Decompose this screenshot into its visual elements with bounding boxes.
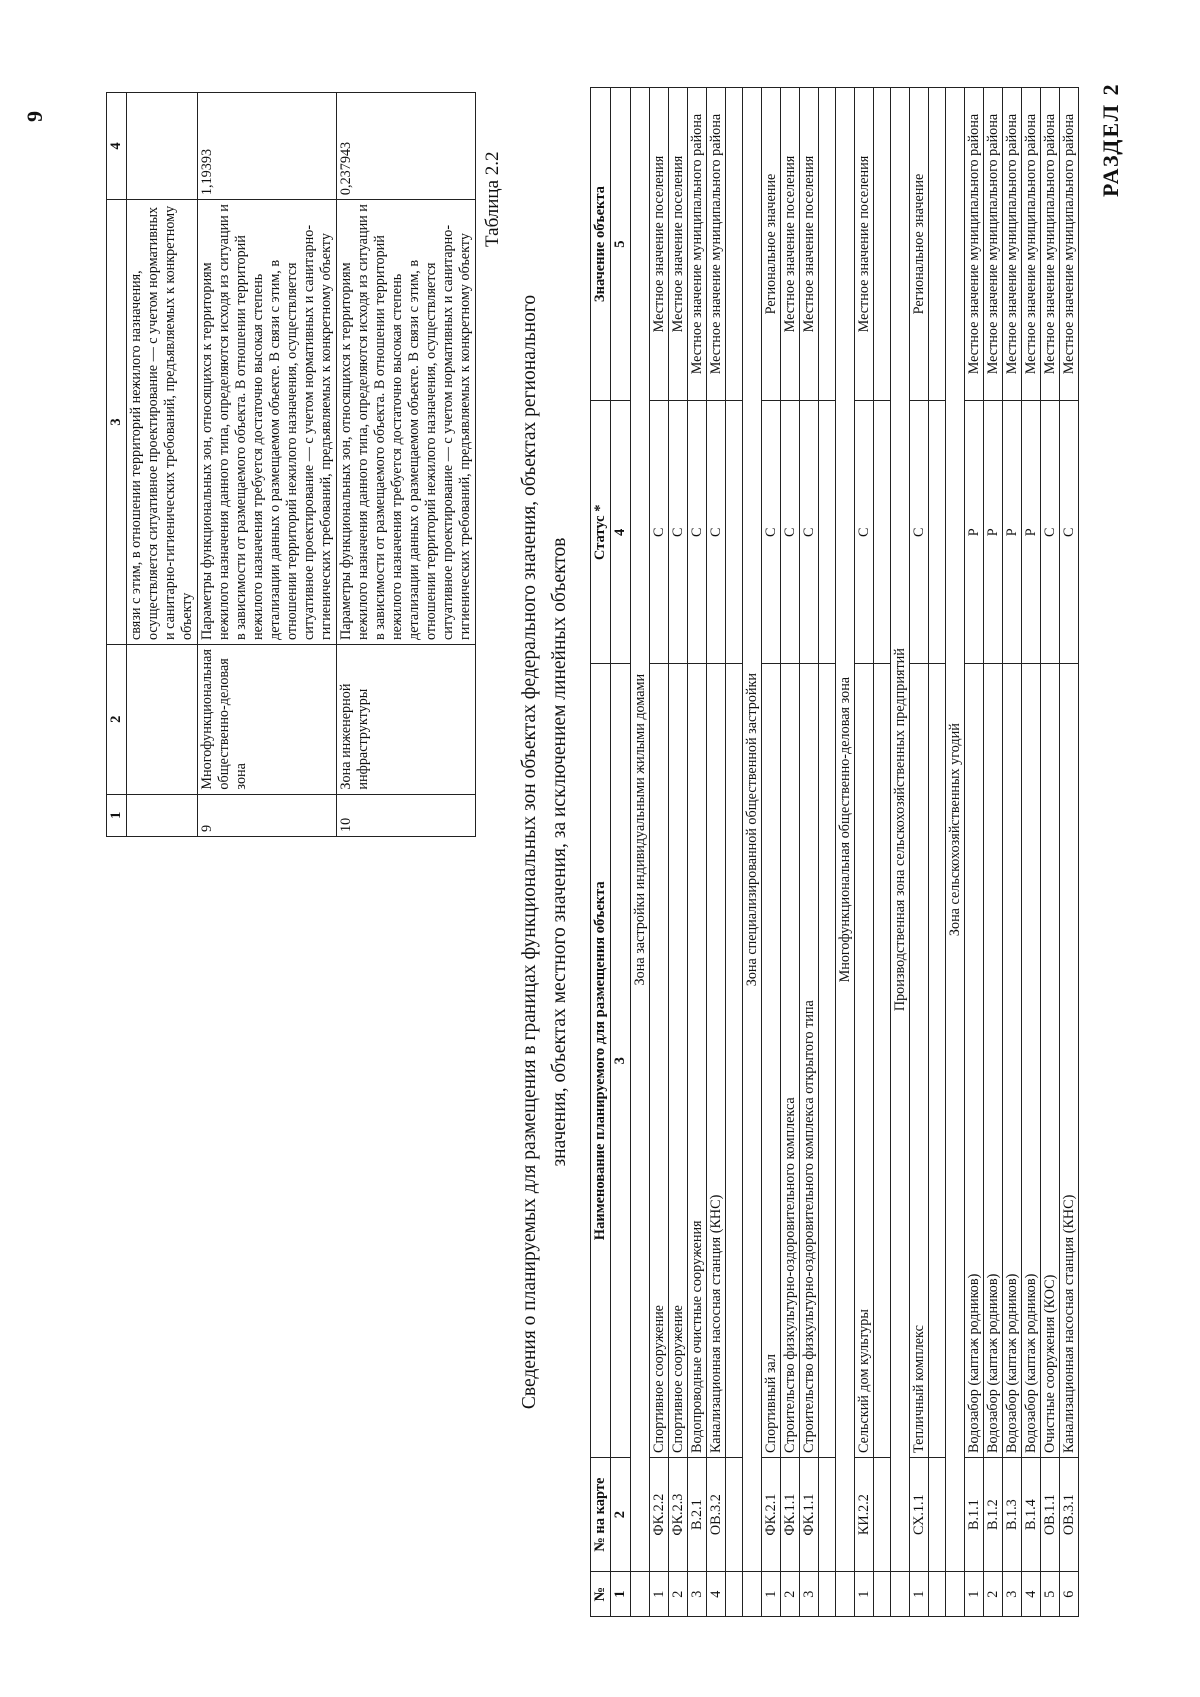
table-row	[127, 93, 198, 837]
cell-map-id: ОВ.1.1	[1041, 1457, 1060, 1571]
header-cell: 2	[107, 645, 127, 795]
table-row	[781, 88, 800, 1617]
table-row	[1060, 88, 1079, 1617]
cell-object-name: Спортивное сооружение	[650, 664, 669, 1457]
cell-significance: Местное значение муниципального района	[1003, 88, 1022, 401]
table-title-line: значения, объектах местного значения, за исключением линейных объектов	[549, 537, 570, 1167]
cell-status: Р	[1022, 401, 1041, 664]
cell-significance: Местное значение поселения	[855, 88, 874, 401]
table-row	[762, 88, 781, 1617]
cell-map-id: ОВ.3.1	[1060, 1457, 1079, 1571]
zone-name: Зона специализированной общественной застройки	[743, 88, 762, 1572]
table-row	[688, 88, 707, 1617]
cell-object-name: Сельский дом культуры	[855, 664, 874, 1457]
cell-status: С	[910, 401, 929, 664]
header-num-cell: 4	[611, 401, 631, 664]
cell-area: 0,237943	[337, 93, 476, 200]
cell-significance: Местное значение поселения	[781, 88, 800, 401]
cell-num: 9	[198, 794, 337, 836]
empty-cell	[726, 1572, 743, 1617]
cell-zone: Многофункциональная общественно-деловая зона	[198, 645, 337, 795]
cell-num: 3	[800, 1572, 819, 1617]
table-row	[1003, 88, 1022, 1617]
cell-object-name: Водозабор (каптаж родников)	[984, 664, 1003, 1457]
cell-status: Р	[984, 401, 1003, 664]
empty-cell	[929, 1572, 946, 1617]
empty-cell	[874, 664, 891, 1457]
zone-name: Зона сельскохозяйственных угодий	[946, 88, 965, 1572]
table-header-row	[591, 88, 611, 1617]
zone-name: Производственная зона сельскохозяйственных предприятий	[891, 88, 910, 1572]
empty-cell	[874, 401, 891, 664]
table-row	[707, 88, 726, 1617]
cell-object-name: Водозабор (каптаж родников)	[1003, 664, 1022, 1457]
cell-map-id: В.1.1	[965, 1457, 984, 1571]
cell-status: С	[1060, 401, 1079, 664]
cell-object-name: Канализационная насосная станция (КНС)	[707, 664, 726, 1457]
cell-map-id: В.2.1	[688, 1457, 707, 1571]
empty-cell	[726, 664, 743, 1457]
empty-cell	[726, 401, 743, 664]
cell-object-name: Спортивное сооружение	[669, 664, 688, 1457]
zone-name: Многофункциональная общественно-деловая зона	[836, 88, 855, 1572]
table-row	[910, 88, 929, 1617]
empty-cell	[743, 1572, 762, 1617]
cell-map-id: В.1.4	[1022, 1457, 1041, 1571]
table-row	[855, 88, 874, 1617]
table-header-num-row	[611, 88, 631, 1617]
spacer-row	[819, 88, 836, 1617]
header-cell: Значение объекта	[591, 88, 611, 401]
cell-map-id: В.1.3	[1003, 1457, 1022, 1571]
cell-status: С	[707, 401, 726, 664]
cell-status: С	[800, 401, 819, 664]
cell-significance: Местное значение поселения	[650, 88, 669, 401]
cell-significance: Местное значение муниципального района	[984, 88, 1003, 401]
table-row	[669, 88, 688, 1617]
cell-num: 4	[707, 1572, 726, 1617]
empty-cell	[819, 401, 836, 664]
empty-cell	[929, 401, 946, 664]
empty-cell	[891, 1572, 910, 1617]
cell-area: 1,19393	[198, 93, 337, 200]
cell-significance: Местное значение муниципального района	[688, 88, 707, 401]
cell-num: 5	[1041, 1572, 1060, 1617]
cell-map-id: КИ.2.2	[855, 1457, 874, 1571]
cell-num: 3	[1003, 1572, 1022, 1617]
empty-cell	[819, 88, 836, 401]
table-header-row	[107, 93, 127, 837]
cell-significance: Региональное значение	[910, 88, 929, 401]
empty-cell	[631, 1572, 650, 1617]
header-cell: № на карте	[591, 1457, 611, 1571]
cell-num: 4	[1022, 1572, 1041, 1617]
header-cell: 1	[107, 794, 127, 836]
cell-num	[127, 794, 198, 836]
empty-cell	[836, 1572, 855, 1617]
table-row	[650, 88, 669, 1617]
objects-table	[590, 87, 1079, 1617]
cell-significance: Местное значение поселения	[669, 88, 688, 401]
zone-row	[836, 88, 855, 1617]
cell-map-id: ФК.2.3	[669, 1457, 688, 1571]
continuation-table	[106, 92, 476, 837]
cell-num: 1	[965, 1572, 984, 1617]
cell-params: связи с этим, в отношении территорий нежилого назначения, осуществляется ситуативное проектирование — с учетом нормативных и санитарно-гигиенических требований, предъявляемых к конкретному объекту	[127, 200, 198, 645]
table-row	[1022, 88, 1041, 1617]
cell-num: 2	[669, 1572, 688, 1617]
spacer-row	[726, 88, 743, 1617]
cell-zone: Зона инженерной инфраструктуры	[337, 645, 476, 795]
empty-cell	[946, 1572, 965, 1617]
header-cell: 4	[107, 93, 127, 200]
cell-status: Р	[965, 401, 984, 664]
objects-table-body	[631, 88, 1079, 1617]
spacer-row	[874, 88, 891, 1617]
cell-params: Параметры функциональных зон, относящихся к территориям нежилого назначения данного типа, определяются исходя из ситуации и в зависимости от размещаемого объекта. В отношении территорий нежилого назначения требуется достаточно высокая степень детализации данных о размещаемом объекте. В связи с этим, в отношении территорий нежилого назначения, осуществляется ситуативное проектирование — с учетом нормативных и санитарно-гигиенических требований, предъявляемых к конкретному объекту	[198, 200, 337, 645]
cell-status: Р	[1003, 401, 1022, 664]
empty-cell	[874, 88, 891, 401]
empty-cell	[874, 1457, 891, 1571]
cell-significance: Местное значение муниципального района	[965, 88, 984, 401]
empty-cell	[819, 1572, 836, 1617]
table-row	[984, 88, 1003, 1617]
cell-map-id: ФК.1.1	[781, 1457, 800, 1571]
cell-num: 1	[762, 1572, 781, 1617]
cell-num: 10	[337, 794, 476, 836]
cell-significance: Местное значение муниципального района	[707, 88, 726, 401]
table-title	[515, 87, 575, 1617]
cell-object-name: Строительство физкультурно-оздоровительного комплекса	[781, 664, 800, 1457]
cell-num: 6	[1060, 1572, 1079, 1617]
cell-map-id: ФК.2.2	[650, 1457, 669, 1571]
cell-object-name: Очистные сооружения (КОС)	[1041, 664, 1060, 1457]
table-row	[337, 93, 476, 837]
empty-cell	[929, 88, 946, 401]
cell-object-name: Строительство физкультурно-оздоровительного комплекса открытого типа	[800, 664, 819, 1457]
empty-cell	[874, 1572, 891, 1617]
cell-area	[127, 93, 198, 200]
header-num-cell: 3	[611, 664, 631, 1457]
cell-object-name: Канализационная насосная станция (КНС)	[1060, 664, 1079, 1457]
table-row	[198, 93, 337, 837]
cell-status: С	[762, 401, 781, 664]
table-row	[965, 88, 984, 1617]
cell-num: 2	[984, 1572, 1003, 1617]
cell-object-name: Водозабор (каптаж родников)	[965, 664, 984, 1457]
zone-row	[631, 88, 650, 1617]
header-num-cell: 5	[611, 88, 631, 401]
zone-row	[743, 88, 762, 1617]
cell-num: 1	[910, 1572, 929, 1617]
zone-row	[946, 88, 965, 1617]
cell-status: С	[781, 401, 800, 664]
cell-significance: Местное значение муниципального района	[1060, 88, 1079, 401]
cell-zone	[127, 645, 198, 795]
table-row	[1041, 88, 1060, 1617]
cell-params: Параметры функциональных зон, относящихся к территориям нежилого назначения данного типа, определяются исходя из ситуации и в зависимости от размещаемого объекта. В отношении территорий нежилого назначения требуется достаточно высокая степень детализации данных о размещаемом объекте. В связи с этим, в отношении территорий нежилого назначения, осуществляется ситуативное проектирование — с учетом нормативных и санитарно-гигиенических требований, предъявляемых к конкретному объекту	[337, 200, 476, 645]
header-cell: 3	[107, 200, 127, 645]
empty-cell	[726, 88, 743, 401]
empty-cell	[929, 664, 946, 1457]
cell-significance: Региональное значение	[762, 88, 781, 401]
header-cell: Наименование планируемого для размещения объекта	[591, 664, 611, 1457]
header-num-cell: 1	[611, 1572, 631, 1617]
empty-cell	[819, 1457, 836, 1571]
header-cell: №	[591, 1572, 611, 1617]
zone-row	[891, 88, 910, 1617]
cell-object-name: Водопроводные очистные сооружения	[688, 664, 707, 1457]
cell-map-id: ОВ.3.2	[707, 1457, 726, 1571]
cell-object-name: Тепличный комплекс	[910, 664, 929, 1457]
cell-num: 3	[688, 1572, 707, 1617]
table-row	[800, 88, 819, 1617]
cell-status: С	[669, 401, 688, 664]
cell-object-name: Водозабор (каптаж родников)	[1022, 664, 1041, 1457]
cell-num: 2	[781, 1572, 800, 1617]
empty-cell	[929, 1457, 946, 1571]
cell-object-name: Спортивный зал	[762, 664, 781, 1457]
cell-num: 1	[650, 1572, 669, 1617]
cell-map-id: ФК.1.1	[800, 1457, 819, 1571]
cell-significance: Местное значение поселения	[800, 88, 819, 401]
cell-significance: Местное значение муниципального района	[1022, 88, 1041, 401]
empty-cell	[726, 1457, 743, 1571]
cell-map-id: В.1.2	[984, 1457, 1003, 1571]
header-cell: Статус *	[591, 401, 611, 664]
table-caption: Таблица 2.2	[482, 151, 503, 247]
zone-name: Зона застройки индивидуальными жилыми домами	[631, 88, 650, 1572]
header-num-cell: 2	[611, 1457, 631, 1571]
section-label: РАЗДЕЛ 2	[1098, 82, 1123, 197]
cell-status: С	[688, 401, 707, 664]
page-number: 9	[22, 111, 47, 122]
cell-status: С	[1041, 401, 1060, 664]
cell-significance: Местное значение муниципального района	[1041, 88, 1060, 401]
cell-status: С	[650, 401, 669, 664]
spacer-row	[929, 88, 946, 1617]
cell-num: 1	[855, 1572, 874, 1617]
empty-cell	[819, 664, 836, 1457]
table-title-line: Сведения о планируемых для размещения в границах функциональных зон объектах федерального значения, объектах регионального	[519, 294, 540, 1410]
cell-map-id: СХ.1.1	[910, 1457, 929, 1571]
cell-status: С	[855, 401, 874, 664]
cell-map-id: ФК.2.1	[762, 1457, 781, 1571]
